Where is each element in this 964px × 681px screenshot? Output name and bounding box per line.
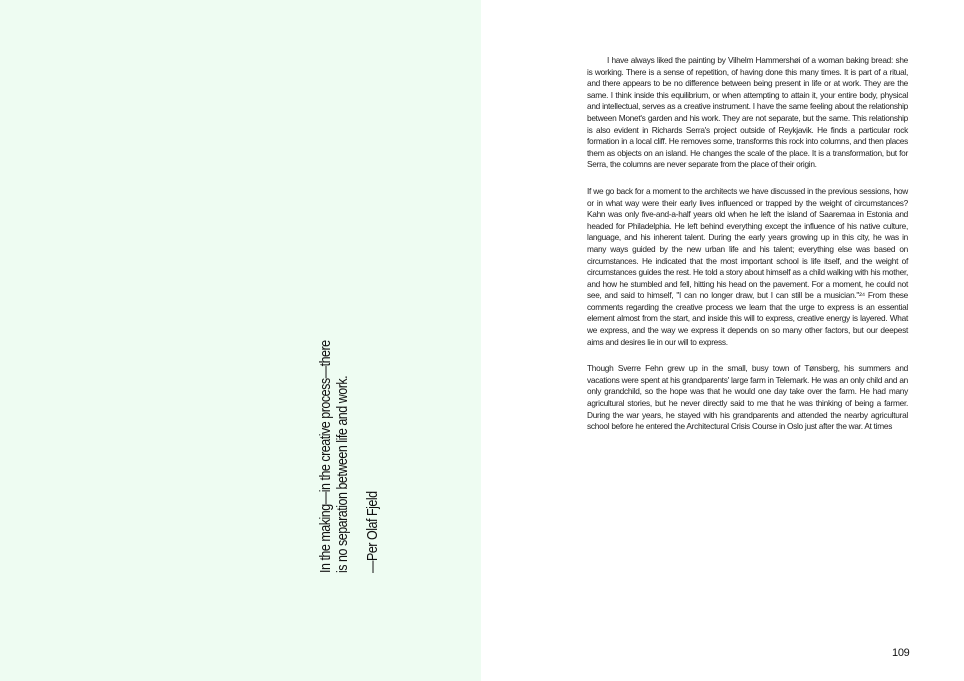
page-number: 109	[892, 647, 910, 659]
left-page	[0, 0, 481, 681]
paragraph-1: I have always liked the painting by Vilhelm Hammershøi of a woman baking bread: she is working. There is a sense of repetition, of having done this many times. It is part of a ritual, and there appears to be no difference between being present in life or at work. They are the same. I think inside this equilibrium, or when attempting to attain it, your entire body, physical and intellectual, serves as a creative instrument. I have the same feeling about the relationship between Monet's garden and his work. They are not separate, but the same. This relationship is also evident in Richards Serra's project outside of Reykjavik. He finds a particular rock formation in a local cliff. He removes some, transforms this rock into columns, and then places them as objects on an island. He changes the scale of the place. It is a transformation, but for Serra, the columns are never separate from the place of their origin.	[587, 55, 908, 170]
paragraph-2: If we go back for a moment to the architects we have discussed in the previous sessions, how or in what way were their early lives influenced or trapped by the weight of circumstances? Kahn was only five-and-a-half years old when he left the island of Saaremaa in Estonia and headed for Philadelphia. He left behind everything except the influence of his native culture, language, and his inherent talent. During the early years growing up in this city, he was in many ways guided by the new urban life and his talent; everything else was based on circumstances. He indicated that the most important school is life itself, and the weight of circumstances guides the rest. He told a story about himself as a child walking with his mother, and how he stumbled and fell, hitting his head on the pavement. For a moment, he could not see, and said to himself, "I can no longer draw, but I can still be a musician."²⁴ From these comments regarding the creative process we learn that the urge to express is an essential element almost from the start, and inside this will to express, creative energy is layered. What we express, and the way we express it depends on so many other factors, but our deepest aims and desires lie in our will to express.	[587, 185, 908, 347]
pull-quote	[318, 273, 382, 573]
body-text	[587, 55, 908, 448]
quote-line-1: In the making—in the creative process—there	[318, 340, 334, 573]
paragraph-3: Though Sverre Fehn grew up in the small, busy town of Tønsberg, his summers and vacations were spent at his grandparents' large farm in Telemark. He was an only child and an only grandchild, so the hope was that he would one day take over the farm. He had many agricultural stories, but he never directly said to me that he was thinking of being a farmer. During the war years, he stayed with his grandparents and attended the nearby agricultural school before he entered the Architectural Crisis Course in Oslo just after the war. At times	[587, 363, 908, 432]
quote-line-2: is no separation between life and work.	[334, 375, 351, 573]
quote-attribution: —Per Olaf Fjeld	[365, 491, 381, 573]
